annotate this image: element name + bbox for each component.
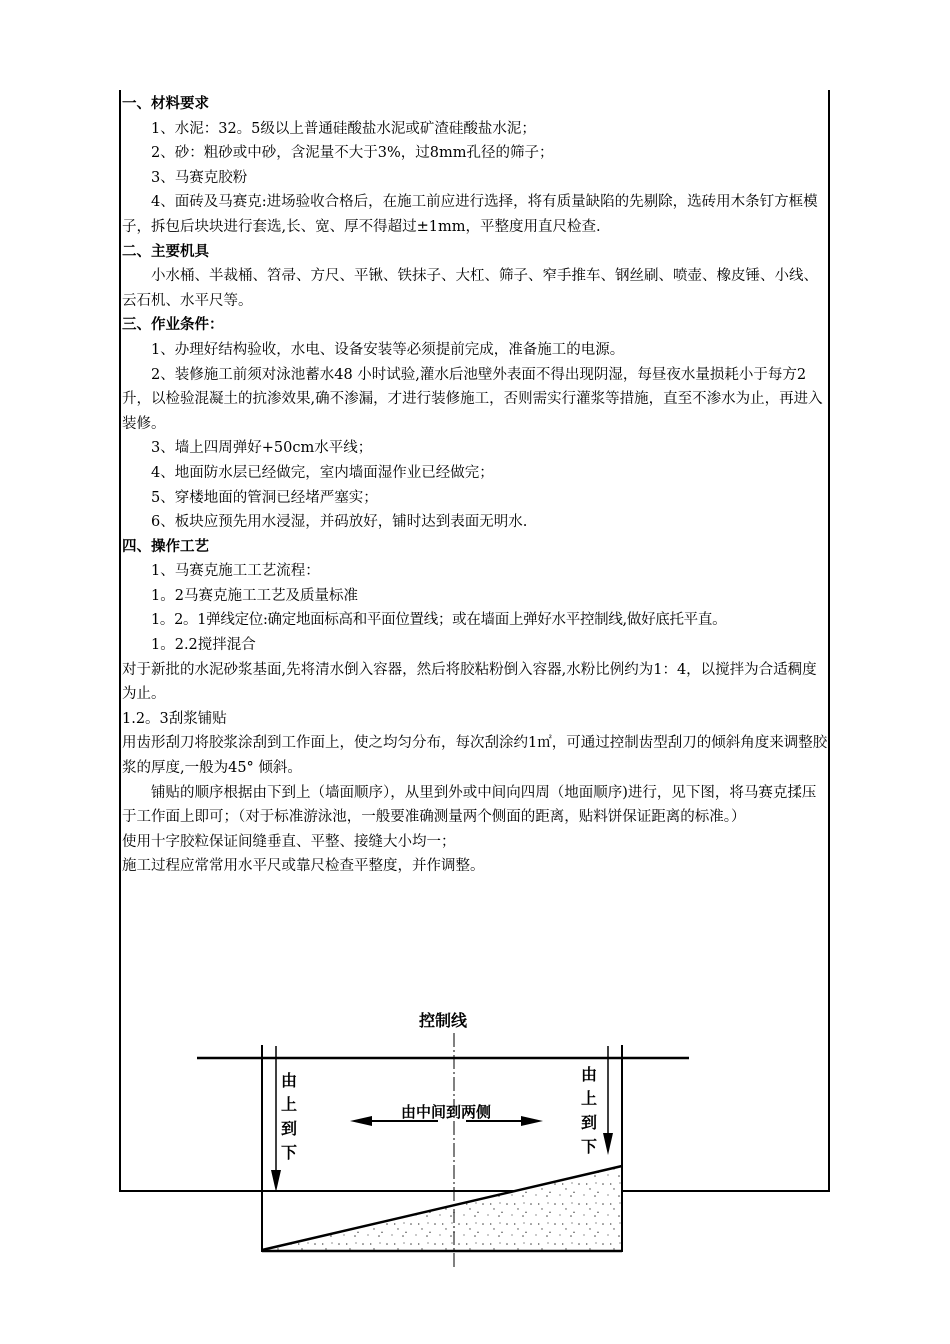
section-heading-process: 四、操作工艺 [122,538,209,555]
process-item: 1。2马赛克施工工艺及质量标准 [151,587,358,604]
material-item: 3、马赛克胶粉 [151,169,248,186]
material-item: 1、水泥：32。5级以上普通硅酸盐水泥或矿渣硅酸盐水泥； [151,120,536,137]
control-line-label: 控制线 [418,1011,468,1030]
scrape-paragraph: 用齿形刮刀将胶浆涂刮到工作面上，使之均匀分布，每次刮涂约1㎡，可通过控制齿型刮刀的倾斜角度来调整胶浆的厚度,一般为45° 倾斜。 [122,735,828,777]
right-vertical-label-char: 由 [580,1065,598,1084]
left-arrow-icon [350,1116,372,1126]
scrape-heading: 1.2。3刮浆铺贴 [122,710,227,727]
right-arrow-icon [521,1116,543,1126]
order-paragraph: 铺贴的顺序根据由下到上（墙面顺序），从里到外或中间向四周（地面顺序)进行，见下图，将马赛克揉压于工作面上即可；（对于标准游泳池，一般要准确测量两个侧面的距离，贴料饼保证距离的标准。） [122,784,817,826]
right-vertical-label-char: 下 [580,1137,598,1156]
center-direction-label: 由中间到两侧 [400,1103,492,1121]
right-down-arrow-icon [603,1133,613,1155]
material-item: 2、砂：粗砂或中砂，含泥量不大于3%，过8mm孔径的筛子； [151,145,554,162]
mix-paragraph: 对于新批的水泥砂浆基面,先将清水倒入容器，然后将胶粘粉倒入容器,水粉比例约为1：4，以搅拌为合适稠度为止。 [122,661,817,703]
left-down-arrow-icon [271,1170,281,1192]
right-vertical-label-char: 上 [580,1089,598,1108]
material-item: 4、面砖及马赛克:进场验收合格后，在施工前应进行选择，将有质量缺陷的先剔除，选砖用木条钉方框模子，拆包后块块进行套选,长、宽、厚不得超过±1mm，平整度用直尺检查. [122,194,818,235]
tools-item: 小水桶、半裁桶、笤帚、方尺、平锹、铁抹子、大杠、筛子、窄手推车、钢丝刷、喷壶、橡皮锤、小线、云石机、水平尺等。 [122,268,818,309]
section-heading-tools: 二、主要机具 [122,243,209,260]
process-item: 1、马赛克施工工艺流程： [151,563,320,580]
condition-item: 2、装修施工前须对泳池蓄水48 小时试验,灌水后池壁外表面不得出现阴湿，每昼夜水量损耗小于每方2 升，以检验混凝土的抗渗效果,确不渗漏，才进行装修施工，否则需实行灌浆等措施，直至不渗水为止，再进入装修。 [122,366,823,432]
process-item: 1。2.2搅拌混合 [151,637,256,654]
cross-paragraph: 使用十字胶粒保证间缝垂直、平整、接缝大小均一； [122,833,456,850]
condition-item: 3、墙上四周弹好+50cm水平线； [151,440,373,457]
process-item: 1。2。1弹线定位:确定地面标高和平面位置线；或在墙面上弹好水平控制线,做好底托平直。 [151,612,727,629]
condition-item: 4、地面防水层已经做完，室内墙面湿作业已经做完； [151,464,494,481]
left-vertical-label-char: 到 [280,1119,298,1138]
condition-item: 6、板块应预先用水浸湿，并码放好，铺时达到表面无明水. [151,514,528,531]
right-vertical-label-char: 到 [580,1113,598,1132]
section-heading-materials: 一、材料要求 [122,96,209,112]
condition-item: 5、穿楼地面的管洞已经堵严塞实； [151,489,378,506]
check-paragraph: 施工过程应常常用水平尺或靠尺检查平整度，并作调整。 [122,858,485,875]
left-vertical-label-char: 上 [280,1095,298,1114]
section-heading-conditions: 三、作业条件： [122,317,224,334]
condition-item: 1、办理好结构验收，水电、设备安装等必须提前完成，准备施工的电源。 [151,341,625,358]
left-vertical-label-char: 由 [280,1071,298,1090]
left-vertical-label-char: 下 [280,1143,298,1162]
